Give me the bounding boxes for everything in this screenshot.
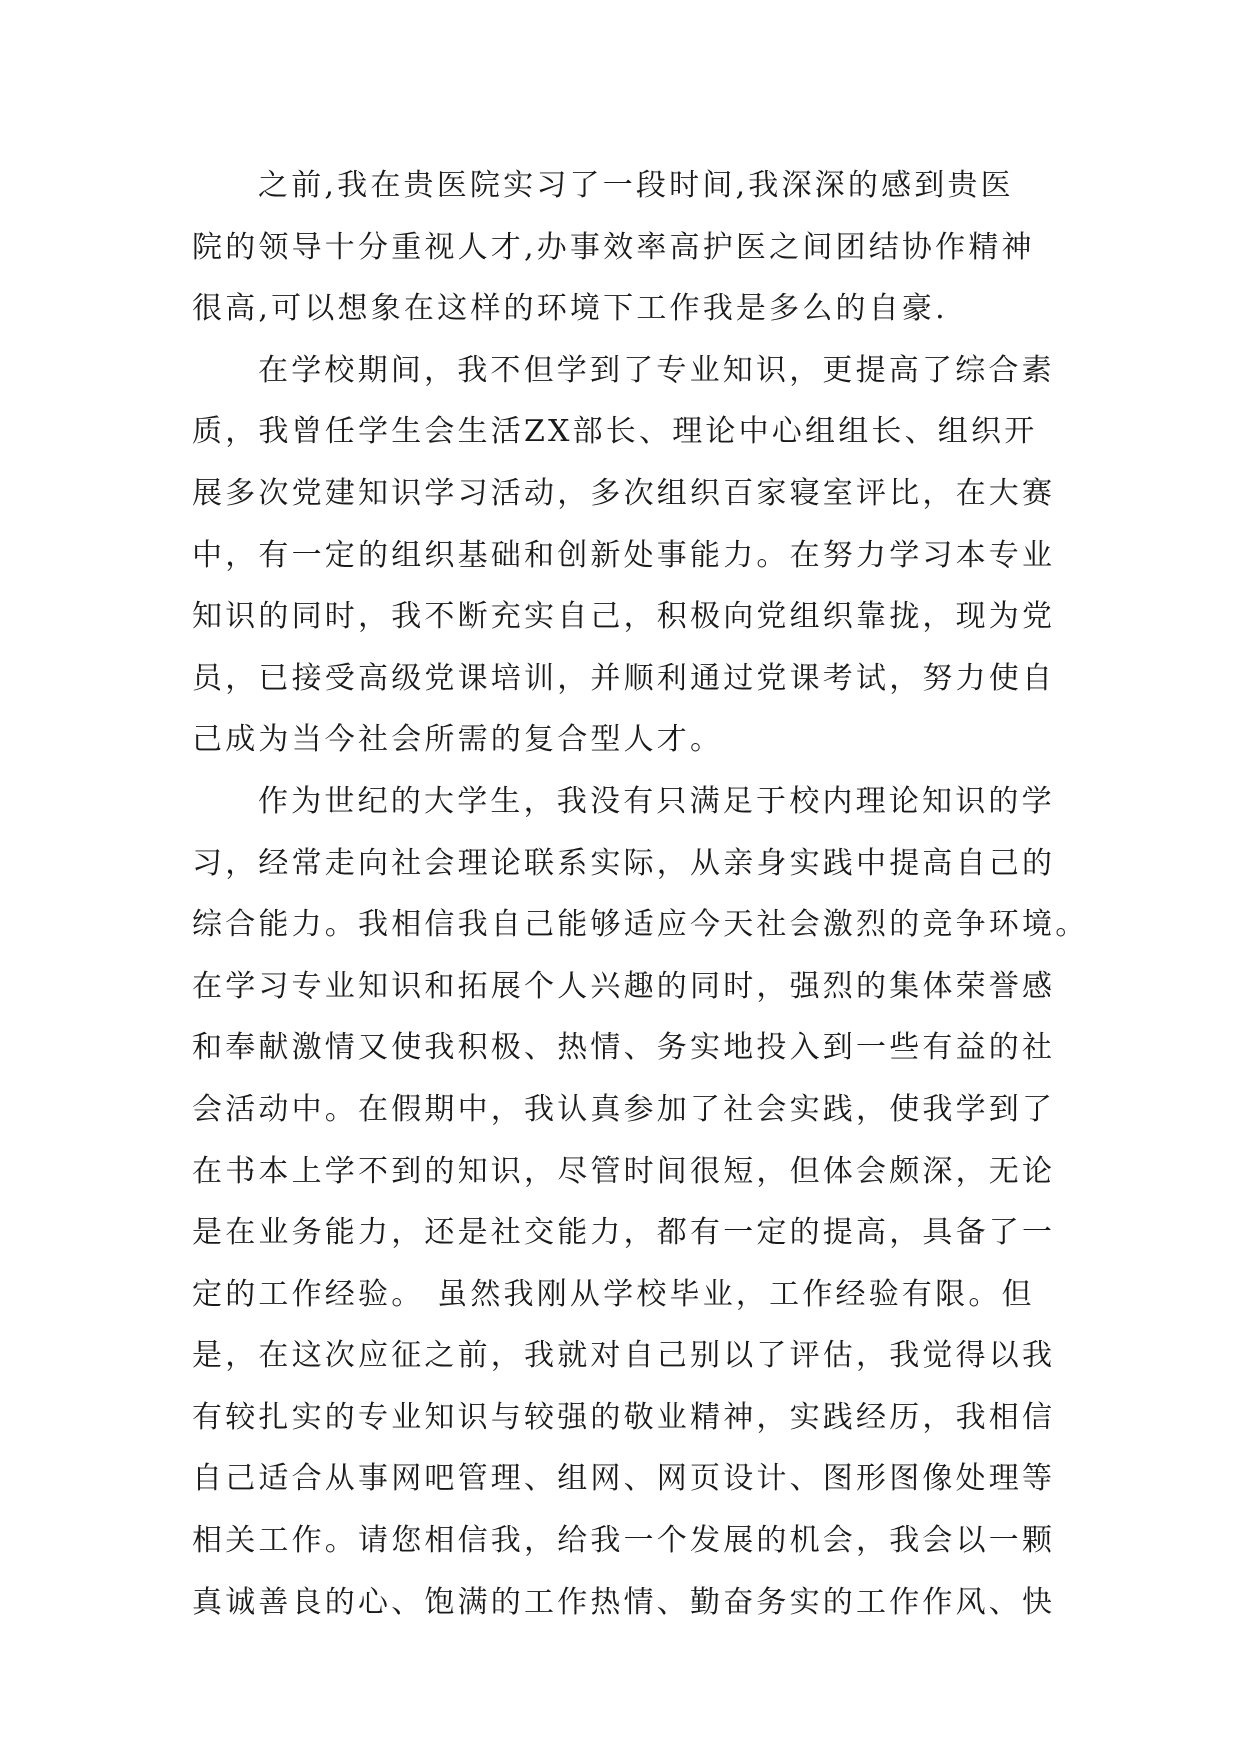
paragraph-line: 综合能力。我相信我自己能够适应今天社会激烈的竞争环境。 [192, 907, 1089, 943]
paragraph-line: 和奉献激情又使我积极、热情、务实地投入到一些有益的社 [192, 1030, 1056, 1066]
paragraph-line: 习，经常走向社会理论联系实际，从亲身实践中提高自己的 [192, 845, 1056, 881]
paragraph-line: 定的工作经验。 虽然我刚从学校毕业，工作经验有限。但 [192, 1276, 1035, 1312]
paragraph-2 [192, 340, 1056, 771]
paragraph-line: 作为世纪的大学生，我没有只满足于校内理论知识的学 [258, 783, 1055, 819]
paragraph-line: 之前,我在贵医院实习了一段时间,我深深的感到贵医 [258, 168, 1014, 203]
paragraph-3 [192, 771, 1089, 1633]
paragraph-line: 会活动中。在假期中，我认真参加了社会实践，使我学到了 [192, 1091, 1056, 1127]
body-text [192, 155, 1089, 1633]
paragraph-line: 员，已接受高级党课培训，并顺利通过党课考试，努力使自 [192, 660, 1056, 696]
paragraph-line: 展多次党建知识学习活动，多次组织百家寝室评比，在大赛 [192, 475, 1056, 511]
paragraph-line: 自己适合从事网吧管理、组网、网页设计、图形图像处理等 [192, 1461, 1056, 1497]
paragraph-line: 己成为当今社会所需的复合型人才。 [192, 722, 724, 758]
paragraph-line: 是在业务能力，还是社交能力，都有一定的提高，具备了一 [192, 1215, 1056, 1251]
paragraph-line: 真诚善良的心、饱满的工作热情、勤奋务实的工作作风、快 [192, 1584, 1056, 1620]
paragraph-line: 相关工作。请您相信我，给我一个发展的机会，我会以一颗 [192, 1523, 1056, 1559]
paragraph-line: 在书本上学不到的知识，尽管时间很短，但体会颇深，无论 [192, 1153, 1056, 1189]
paragraph-line: 是，在这次应征之前，我就对自己别以了评估，我觉得以我 [192, 1338, 1056, 1374]
paragraph-line: 很高,可以想象在这样的环境下工作我是多么的自豪. [192, 291, 948, 327]
paragraph-line: 有较扎实的专业知识与较强的敬业精神，实践经历，我相信 [192, 1399, 1056, 1435]
paragraph-line: 在学校期间，我不但学到了专业知识，更提高了综合素 [258, 352, 1055, 388]
paragraph-line: 质，我曾任学生会生活ZX部长、理论中心组组长、组织开 [192, 414, 1038, 450]
paragraph-line: 在学习专业知识和拓展个人兴趣的同时，强烈的集体荣誉感 [192, 968, 1056, 1004]
paragraph-line: 中，有一定的组织基础和创新处事能力。在努力学习本专业 [192, 537, 1056, 573]
paragraph-line: 知识的同时，我不断充实自己，积极向党组织靠拢，现为党 [192, 599, 1056, 635]
paragraph-1 [192, 155, 1052, 340]
paragraph-line: 院的领导十分重视人才,办事效率高护医之间团结协作精神 [192, 229, 1035, 265]
